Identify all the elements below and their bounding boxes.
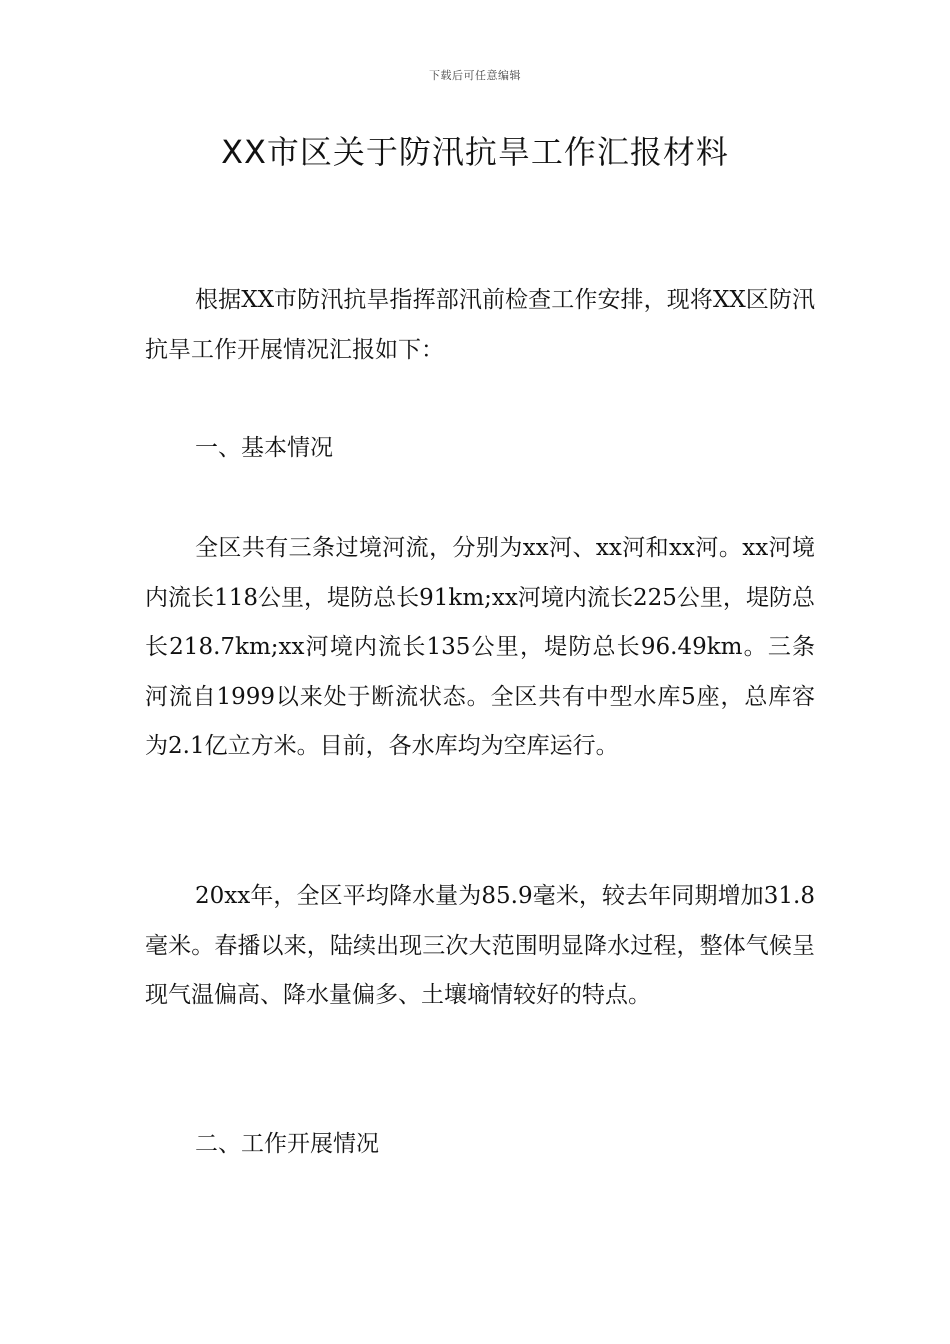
rainfall-paragraph: 20xx年，全区平均降水量为85.9毫米，较去年同期增加31.8毫米。春播以来，陆续出现三次大范围明显降水过程，整体气候呈现气温偏高、降水量偏多、土壤墒情较好的特点。: [145, 883, 815, 1008]
intro-paragraph: 根据XX市防汛抗旱指挥部汛前检查工作安排，现将XX区防汛抗旱工作开展情况汇报如下：: [145, 287, 815, 363]
header-note: 下载后可任意编辑: [429, 69, 521, 82]
section-heading-work: 二、工作开展情况: [195, 1131, 379, 1157]
document-title: XX市区关于防汛抗旱工作汇报材料: [221, 133, 729, 171]
section-heading-basic: 一、基本情况: [195, 435, 333, 461]
rivers-paragraph: 全区共有三条过境河流，分别为xx河、xx河和xx河。xx河境内流长118公里，堤防总长91km;xx河境内流长225公里，堤防总长218.7km;xx河境内流长135公里，堤防总长96.49km。三条河流自1999以来处于断流状态。全区共有中型水库5座，总库容为2.1亿立方米。目前，各水库均为空库运行。: [145, 535, 815, 759]
